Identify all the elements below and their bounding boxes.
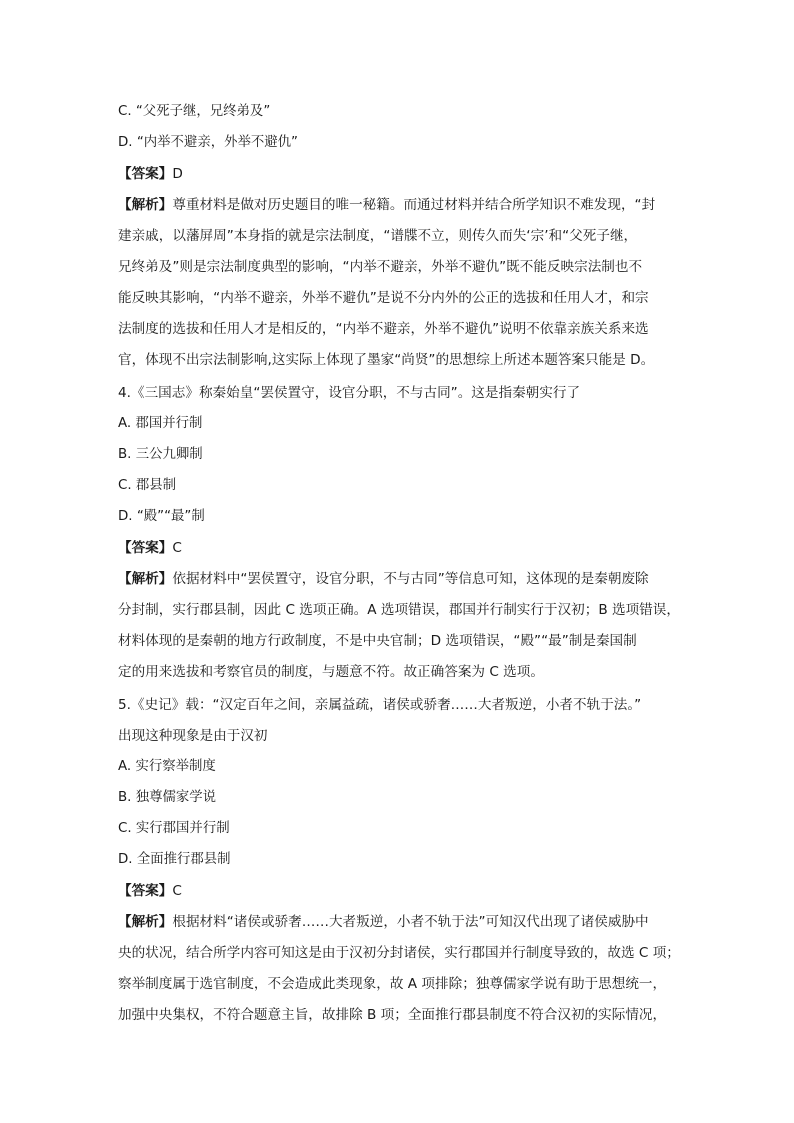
answer-value: D <box>172 166 183 182</box>
q4-option-b: B. 三公九卿制 <box>118 447 203 462</box>
answer-label: 【答案】 <box>118 166 173 182</box>
answer-value: C <box>172 883 182 899</box>
q3-analysis-line: 建亲戚，以藩屏周”本身指的就是宗法制度，“谱牒不立，则传久而失‘宗’和“父死子继， <box>118 228 638 244</box>
q5-analysis-line: 央的状况，结合所学内容可知这是由于汉初分封诸侯，实行郡国并行制度导致的，故选 C 项； <box>118 945 680 961</box>
q3-analysis-line: 能反映其影响，“内举不避亲，外举不避仇”是说不分内外的公正的选拔和任用人才，和宗 <box>118 290 649 306</box>
q3-analysis-line: 【解析】尊重材料是做对历史题目的唯一秘籍。而通过材料并结合所学知识不难发现，“封 <box>118 197 656 213</box>
q4-analysis-line: 材料体现的是秦朝的地方行政制度，不是中央官制；D 选项错误，“殿”“最”制是秦国制 <box>118 633 637 649</box>
q5-answer <box>118 881 684 901</box>
answer-value: C <box>172 540 182 556</box>
q3-analysis-line: 兄终弟及”则是宗法制度典型的影响，“内举不避亲，外举不避仇”既不能反映宗法制也不 <box>118 259 643 275</box>
q5-option-a: A. 实行察举制度 <box>118 759 216 774</box>
q4-stem: 4.《三国志》称秦始皇“罢侯置守，设官分职，不与古同”。这是指秦朝实行了 <box>118 385 581 401</box>
q4-option-a: A. 郡国并行制 <box>118 416 203 431</box>
answer-label: 【答案】 <box>118 883 173 899</box>
q5-stem-line: 出现这种现象是由于汉初 <box>118 728 268 744</box>
analysis-label: 【解析】 <box>118 571 173 587</box>
q5-analysis-line: 察举制度属于选官制度，不会造成此类现象，故 A 项排除；独尊儒家学说有助于思想统一， <box>118 976 667 992</box>
q5-option-d: D. 全面推行郡县制 <box>118 852 231 867</box>
q4-answer <box>118 538 684 558</box>
q4-analysis-line: 定的用来选拔和考察官员的制度，与题意不符。故正确答案为 C 选项。 <box>118 664 544 680</box>
q3-analysis-line: 官，体现不出宗法制影响,这实际上体现了墨家“尚贤”的思想综上所述本题答案只能是 D。 <box>118 352 655 368</box>
q3-answer <box>118 164 684 184</box>
q5-analysis-line: 【解析】根据材料“诸侯或骄奢……大者叛逆，小者不轨于法”可知汉代出现了诸侯威胁中 <box>118 914 649 930</box>
q3-analysis-line: 法制度的选拔和任用人才是相反的，“内举不避亲，外举不避仇”说明不依靠亲族关系来选 <box>118 321 649 337</box>
q5-option-b: B. 独尊儒家学说 <box>118 790 217 805</box>
q4-analysis-line: 【解析】依据材料中“罢侯置守，设官分职，不与古同”等信息可知，这体现的是秦朝废除 <box>118 571 649 587</box>
q5-option-c: C. 实行郡国并行制 <box>118 821 230 836</box>
q3-option-d: D. “内举不避亲，外举不避仇” <box>118 135 298 150</box>
answer-label: 【答案】 <box>118 540 173 556</box>
analysis-label: 【解析】 <box>118 914 173 930</box>
q4-option-d: D. “殿”“最”制 <box>118 509 205 524</box>
q5-stem-line: 5.《史记》载：“汉定百年之间，亲属益疏，诸侯或骄奢……大者叛逆，小者不轨于法。” <box>118 697 642 713</box>
q5-analysis-line: 加强中央集权，不符合题意主旨，故排除 B 项；全面推行郡县制度不符合汉初的实际情况， <box>118 1007 667 1023</box>
q3-option-c: C. “父死子继，兄终弟及” <box>118 104 271 119</box>
q4-option-c: C. 郡县制 <box>118 478 177 493</box>
q4-analysis-line: 分封制，实行郡县制，因此 C 选项正确。A 选项错误，郡国并行制实行于汉初；B 选项错误， <box>118 602 680 618</box>
analysis-label: 【解析】 <box>118 197 173 213</box>
